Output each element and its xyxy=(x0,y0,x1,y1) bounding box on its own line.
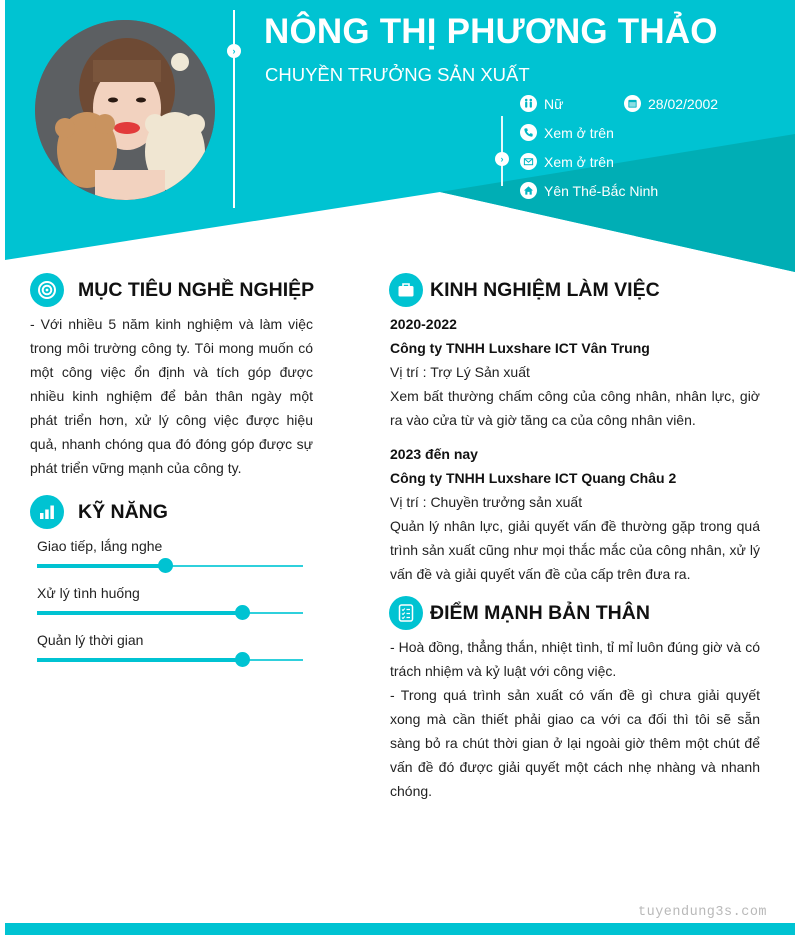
birthday-value: 28/02/2002 xyxy=(648,95,719,112)
info-email xyxy=(520,153,614,170)
skills-heading xyxy=(30,495,168,529)
chevron-right-icon: › xyxy=(495,152,509,166)
skill-bar-fill xyxy=(37,564,165,568)
avatar xyxy=(35,20,215,200)
skills-title: KỸ NĂNG xyxy=(78,500,168,523)
strength-paragraph: - Hoà đồng, thẳng thắn, nhiệt tình, tỉ mỉ luôn đúng giờ và có trách nhiệm và kỷ luật với công việc. xyxy=(390,639,760,679)
phone-icon xyxy=(520,124,537,141)
candidate-role: CHUYỀN TRƯỞNG SẢN XUẤT xyxy=(265,64,530,85)
experience-company: Công ty TNHH Luxshare ICT Vân Trung xyxy=(390,340,650,356)
avatar-photo xyxy=(35,20,215,200)
phone-value: Xem ở trên xyxy=(544,124,614,141)
skill-bar-fill xyxy=(37,658,242,662)
experience-description: Xem bất thường chấm công của công nhân, nhân lực, giờ ra vào cửa từ và giờ tăng ca của công nhân viên. xyxy=(390,388,760,428)
chevron-right-icon: › xyxy=(227,44,241,58)
calendar-icon xyxy=(624,95,641,112)
checklist-icon xyxy=(389,596,423,630)
skill-label: Quản lý thời gian xyxy=(37,632,144,648)
bar-chart-icon xyxy=(30,495,64,529)
info-gender xyxy=(520,95,563,112)
skill-label: Giao tiếp, lắng nghe xyxy=(37,538,163,554)
experience-position: Vị trí : Chuyền trưởng sản xuất xyxy=(390,494,583,510)
target-icon xyxy=(30,273,64,307)
skill-label: Xử lý tình huống xyxy=(37,585,140,601)
objective-text: - Với nhiều 5 năm kinh nghiệm và làm việc trong môi trường công ty. Tôi mong muốn có một công việc ổn định và tích góp được nhiều kinh nghiệm để bản thân ngày một phát triển hơn, xử lý công việc được hiệu quả, nhanh chóng qua đó đóng góp được sự phát triển vững mạnh của công ty. xyxy=(30,316,313,476)
email-value: Xem ở trên xyxy=(544,153,614,170)
experience-period: 2023 đến nay xyxy=(390,446,478,462)
experience-company: Công ty TNHH Luxshare ICT Quang Châu 2 xyxy=(390,470,677,486)
experience-title: KINH NGHIỆM LÀM VIỆC xyxy=(430,278,660,301)
candidate-name: NÔNG THỊ PHƯƠNG THẢO xyxy=(264,12,718,51)
info-address xyxy=(520,182,658,199)
gender-icon xyxy=(520,95,537,112)
strengths-title: ĐIỂM MẠNH BẢN THÂN xyxy=(430,601,650,624)
experience-description: Quản lý nhân lực, giải quyết vấn đề thường gặp trong quá trình sản xuất cũng như mọi thắc mắc của công nhân, xử lý vấn đề và giải quyết vấn đề của cấp trên đưa ra. xyxy=(390,518,760,582)
skill-bar-fill xyxy=(37,611,242,615)
skill-bar xyxy=(37,659,303,661)
experience-period: 2020-2022 xyxy=(390,316,457,332)
home-icon xyxy=(520,182,537,199)
info-phone xyxy=(520,124,614,141)
skill-bar-knob xyxy=(235,652,250,667)
skill-bar xyxy=(37,612,303,614)
info-birthday xyxy=(624,95,718,112)
skill-bar-knob xyxy=(235,605,250,620)
watermark: tuyendung3s.com xyxy=(638,905,768,920)
objective-title: MỤC TIÊU NGHỀ NGHIỆP xyxy=(78,278,315,301)
gender-value: Nữ xyxy=(544,95,564,112)
skill-bar-knob xyxy=(158,558,173,573)
objective-heading xyxy=(30,273,314,307)
address-value: Yên Thế-Bắc Ninh xyxy=(544,182,659,199)
skill-bar xyxy=(37,565,303,567)
contact-divider xyxy=(501,116,503,186)
strengths-heading xyxy=(389,596,650,630)
header-divider xyxy=(233,10,235,208)
experience-position: Vị trí : Trợ Lý Sản xuất xyxy=(390,364,530,380)
briefcase-icon xyxy=(389,273,423,307)
experience-heading xyxy=(389,273,660,307)
footer-bar xyxy=(5,923,795,935)
email-icon xyxy=(520,153,537,170)
strength-paragraph: - Trong quá trình sản xuất có vấn đề gì chưa giải quyết xong mà cần thiết phải giao ca với ca đối thì tôi sẽ sẵn sàng bỏ ra chút thời gian ở lại ngoài giờ thêm một chút để vấn đề đó được giải quyết một cách nhẹ nhàng và nhanh chóng. xyxy=(390,687,760,799)
